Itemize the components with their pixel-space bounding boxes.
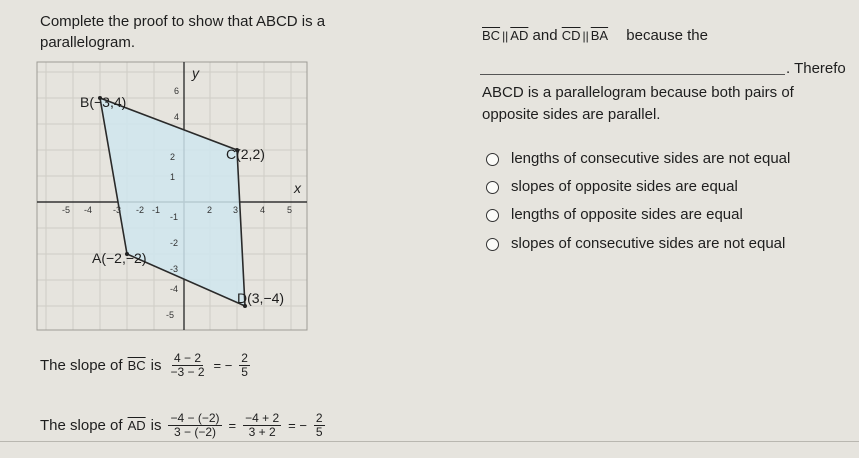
slope-prefix: The slope of — [40, 356, 123, 374]
denominator: 3 − (−2) — [173, 425, 216, 439]
svg-text:3: 3 — [233, 205, 239, 215]
numerator: 4 − 2 — [173, 351, 201, 365]
svg-text:-1: -1 — [170, 212, 179, 222]
svg-text:2: 2 — [207, 205, 213, 215]
y-axis-label: y — [192, 65, 199, 81]
equals-sign: = — [228, 417, 237, 433]
svg-text:-5: -5 — [62, 205, 71, 215]
therefore-text: . Therefo — [786, 60, 846, 77]
label-d: D(3,−4) — [237, 290, 285, 306]
parallel-symbol: || — [582, 29, 589, 43]
svg-text:4: 4 — [260, 205, 266, 215]
x-axis-label: x — [294, 180, 301, 196]
option-label: lengths of opposite sides are equal — [511, 206, 743, 223]
segment-ad: $\overline{AD}$ — [510, 28, 529, 43]
segment-bc: $\overline{BC}$ — [127, 357, 146, 373]
parallelogram-abcd — [100, 98, 245, 306]
option-label: slopes of consecutive sides are not equal — [511, 235, 786, 252]
svg-text:2: 2 — [170, 152, 176, 162]
label-b: B(−3,4) — [80, 94, 127, 110]
denominator: 5 — [315, 425, 323, 439]
slope-ad-fraction-1 — [168, 412, 221, 439]
numerator: 2 — [241, 351, 248, 365]
svg-text:-4: -4 — [170, 284, 179, 294]
svg-text:1: 1 — [170, 172, 176, 182]
is-text: is — [150, 356, 162, 374]
slope-ad-result — [314, 412, 325, 439]
segment-bc: $\overline{BC}$ — [482, 28, 501, 43]
conclusion-line-1: ABCD is a parallelogram because both pairs of — [482, 84, 794, 101]
slope-bc-line — [40, 352, 252, 379]
svg-text:-2: -2 — [136, 205, 145, 215]
svg-text:-3: -3 — [113, 205, 122, 215]
svg-text:-3: -3 — [170, 264, 179, 274]
numerator: 2 — [315, 411, 323, 425]
slope-bc-result — [239, 352, 250, 379]
slope-prefix: The slope of — [40, 416, 123, 434]
is-text: is — [150, 416, 162, 434]
prompt-line-2: parallelogram. — [40, 34, 136, 51]
denominator: 3 + 2 — [248, 425, 276, 439]
svg-text:4: 4 — [174, 112, 180, 122]
equals-sign: = − — [213, 357, 233, 373]
svg-text:6: 6 — [174, 86, 180, 96]
and-text: and — [532, 27, 558, 44]
segment-ad: $\overline{AD}$ — [127, 417, 146, 433]
slope-ad-fraction-2 — [243, 412, 281, 439]
bottom-divider — [0, 441, 859, 442]
conclusion-line-2: opposite sides are parallel. — [482, 106, 661, 123]
numerator: −4 − (−2) — [170, 411, 220, 425]
prompt-line-1: Complete the proof to show that ABCD is a — [40, 13, 326, 30]
numerator: −4 + 2 — [245, 411, 280, 425]
slope-bc-fraction — [168, 352, 206, 379]
svg-text:-2: -2 — [170, 238, 179, 248]
option-label: slopes of opposite sides are equal — [511, 178, 738, 195]
parallel-symbol: || — [502, 29, 509, 43]
svg-text:-4: -4 — [84, 205, 93, 215]
because-text: because the — [626, 27, 708, 44]
denominator: −3 − 2 — [170, 365, 205, 379]
denominator: 5 — [241, 365, 248, 379]
option-label: lengths of consecutive sides are not equal — [511, 150, 791, 167]
svg-text:-1: -1 — [152, 205, 161, 215]
segment-cd: $\overline{CD}$ — [561, 28, 581, 43]
segment-ba: $\overline{BA}$ — [590, 28, 609, 43]
equals-sign: = − — [288, 417, 307, 433]
slope-ad-line — [40, 412, 327, 439]
label-c: C(2,2) — [226, 146, 265, 162]
svg-text:-5: -5 — [166, 310, 175, 320]
label-a: A(−2,−2) — [92, 250, 147, 266]
svg-text:5: 5 — [287, 205, 293, 215]
